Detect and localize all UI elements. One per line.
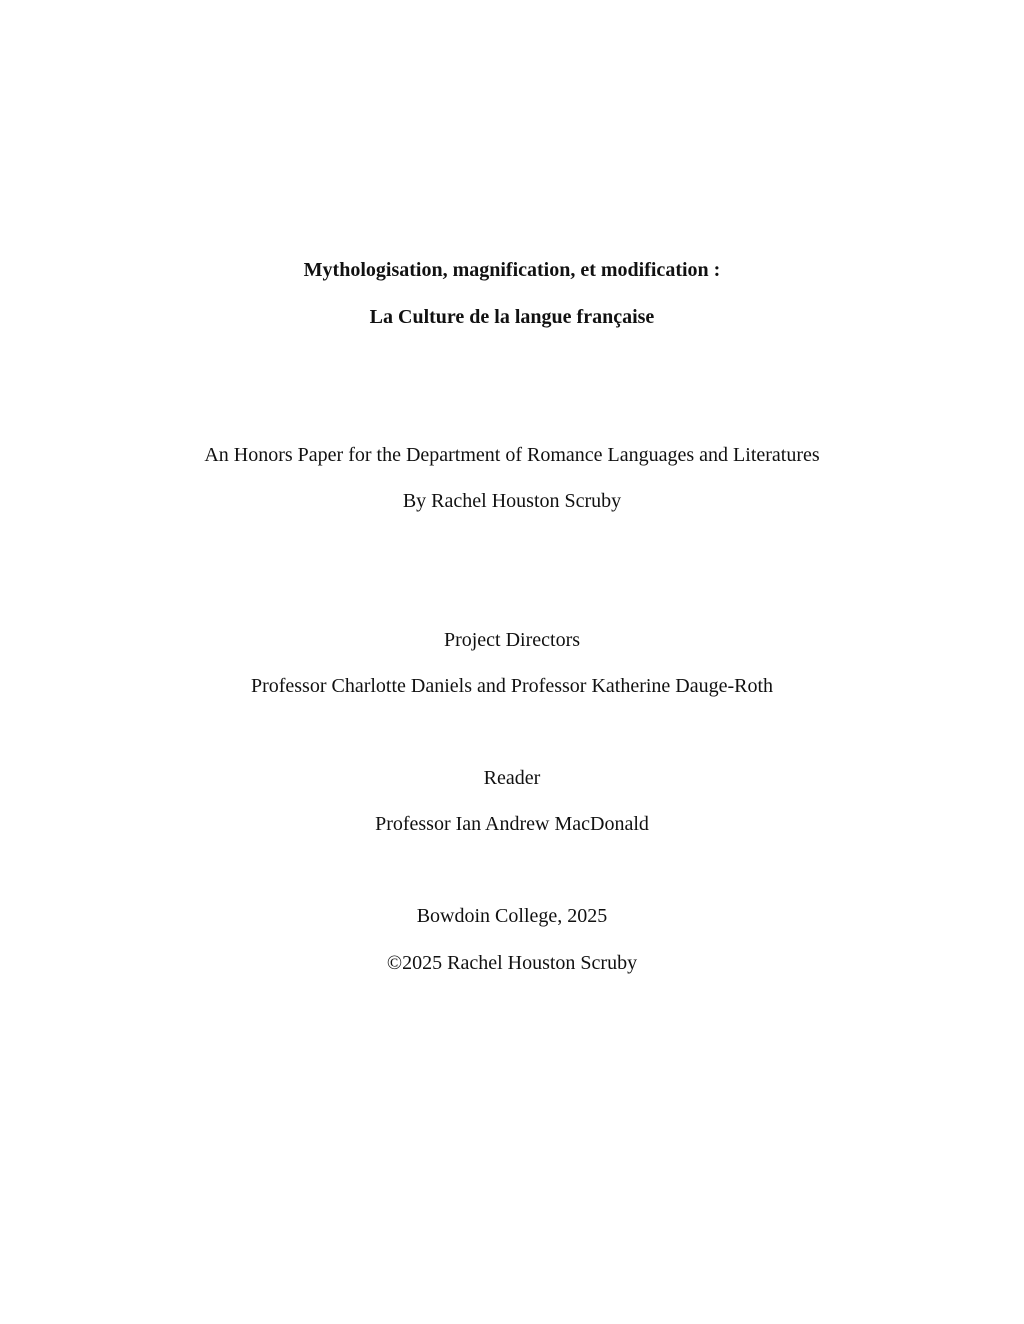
reader-heading: Reader (483, 767, 541, 789)
author-line: By Rachel Houston Scruby (402, 490, 622, 512)
title-line-1: Mythologisation, magnification, et modification : (303, 259, 721, 281)
title-line-2: La Culture de la langue française (369, 306, 655, 328)
institution-year: Bowdoin College, 2025 (416, 905, 608, 927)
directors-names: Professor Charlotte Daniels and Professor Katherine Dauge-Roth (250, 675, 774, 697)
paper-description: An Honors Paper for the Department of Romance Languages and Literatures (204, 444, 820, 466)
reader-name: Professor Ian Andrew MacDonald (375, 813, 649, 835)
directors-heading: Project Directors (443, 629, 581, 651)
copyright-line: ©2025 Rachel Houston Scruby (386, 952, 638, 974)
